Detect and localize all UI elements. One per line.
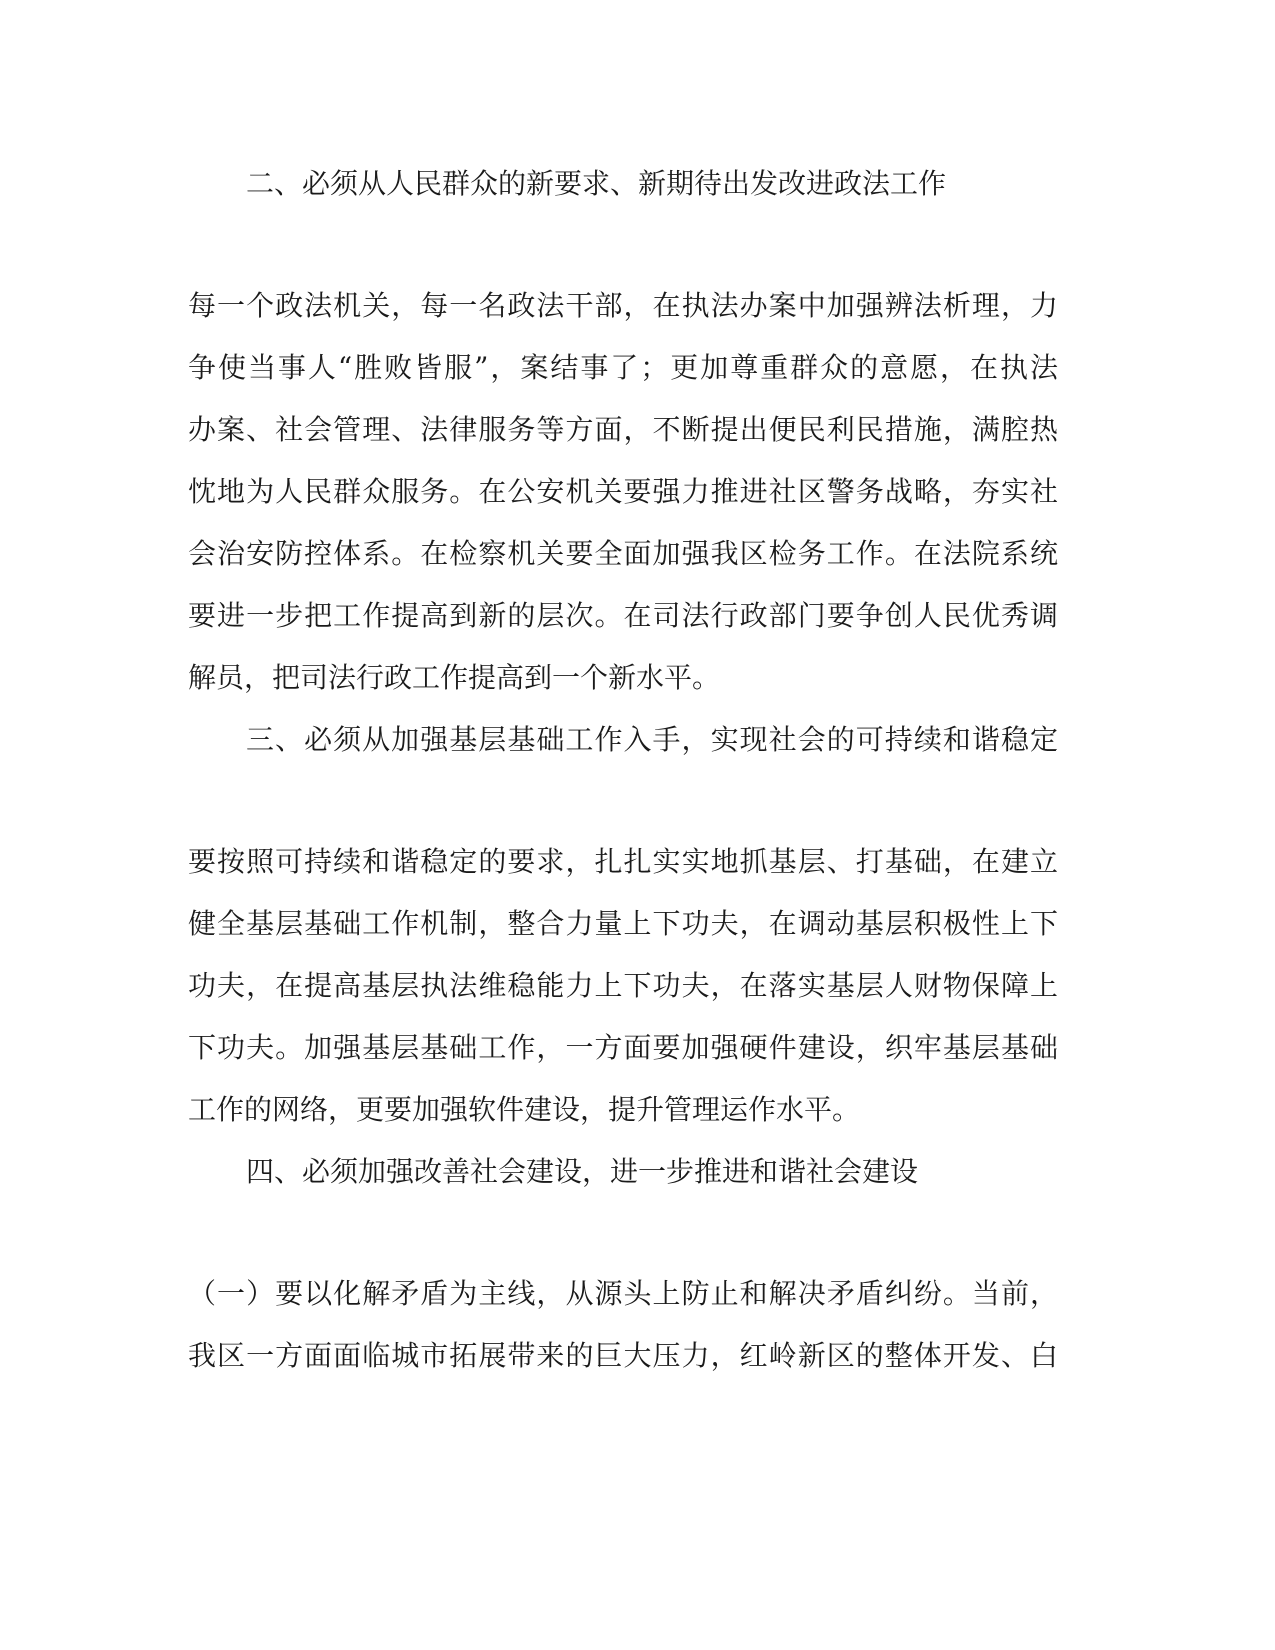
paragraph-3-line-1: 要按照可持续和谐稳定的要求，扎扎实实地抓基层、打基础，在建立 <box>188 845 1058 878</box>
paragraph-3-line-4: 下功夫。加强基层基础工作，一方面要加强硬件建设，织牢基层基础 <box>188 1031 1058 1064</box>
section-heading-2: 二、必须从人民群众的新要求、新期待出发改进政法工作 <box>246 167 947 200</box>
paragraph-2-line-6: 要进一步把工作提高到新的层次。在司法行政部门要争创人民优秀调 <box>188 599 1058 632</box>
paragraph-2-line-1: 每一个政法机关，每一名政法干部，在执法办案中加强辨法析理，力 <box>188 289 1058 322</box>
paragraph-2-line-3: 办案、社会管理、法律服务等方面，不断提出便民利民措施，满腔热 <box>188 413 1058 446</box>
paragraph-3-line-2: 健全基层基础工作机制，整合力量上下功夫，在调动基层积极性上下 <box>188 907 1058 940</box>
paragraph-3-line-5: 工作的网络，更要加强软件建设，提升管理运作水平。 <box>188 1093 861 1126</box>
paragraph-2-line-4: 忱地为人民群众服务。在公安机关要强力推进社区警务战略，夯实社 <box>188 475 1058 508</box>
paragraph-2-line-7: 解员，把司法行政工作提高到一个新水平。 <box>188 661 721 694</box>
section-heading-3: 三、必须从加强基层基础工作入手，实现社会的可持续和谐稳定 <box>246 723 1058 756</box>
paragraph-3-line-3: 功夫，在提高基层执法维稳能力上下功夫，在落实基层人财物保障上 <box>188 969 1058 1002</box>
section-heading-4: 四、必须加强改善社会建设，进一步推进和谐社会建设 <box>246 1155 919 1188</box>
paragraph-4-line-2: 我区一方面面临城市拓展带来的巨大压力，红岭新区的整体开发、白 <box>188 1339 1058 1372</box>
paragraph-2-line-2: 争使当事人“胜败皆服”，案结事了；更加尊重群众的意愿，在执法 <box>188 351 1058 384</box>
paragraph-2-line-5: 会治安防控体系。在检察机关要全面加强我区检务工作。在法院系统 <box>188 537 1058 570</box>
paragraph-4-line-1: （一）要以化解矛盾为主线，从源头上防止和解决矛盾纠纷。当前， <box>188 1277 1058 1310</box>
